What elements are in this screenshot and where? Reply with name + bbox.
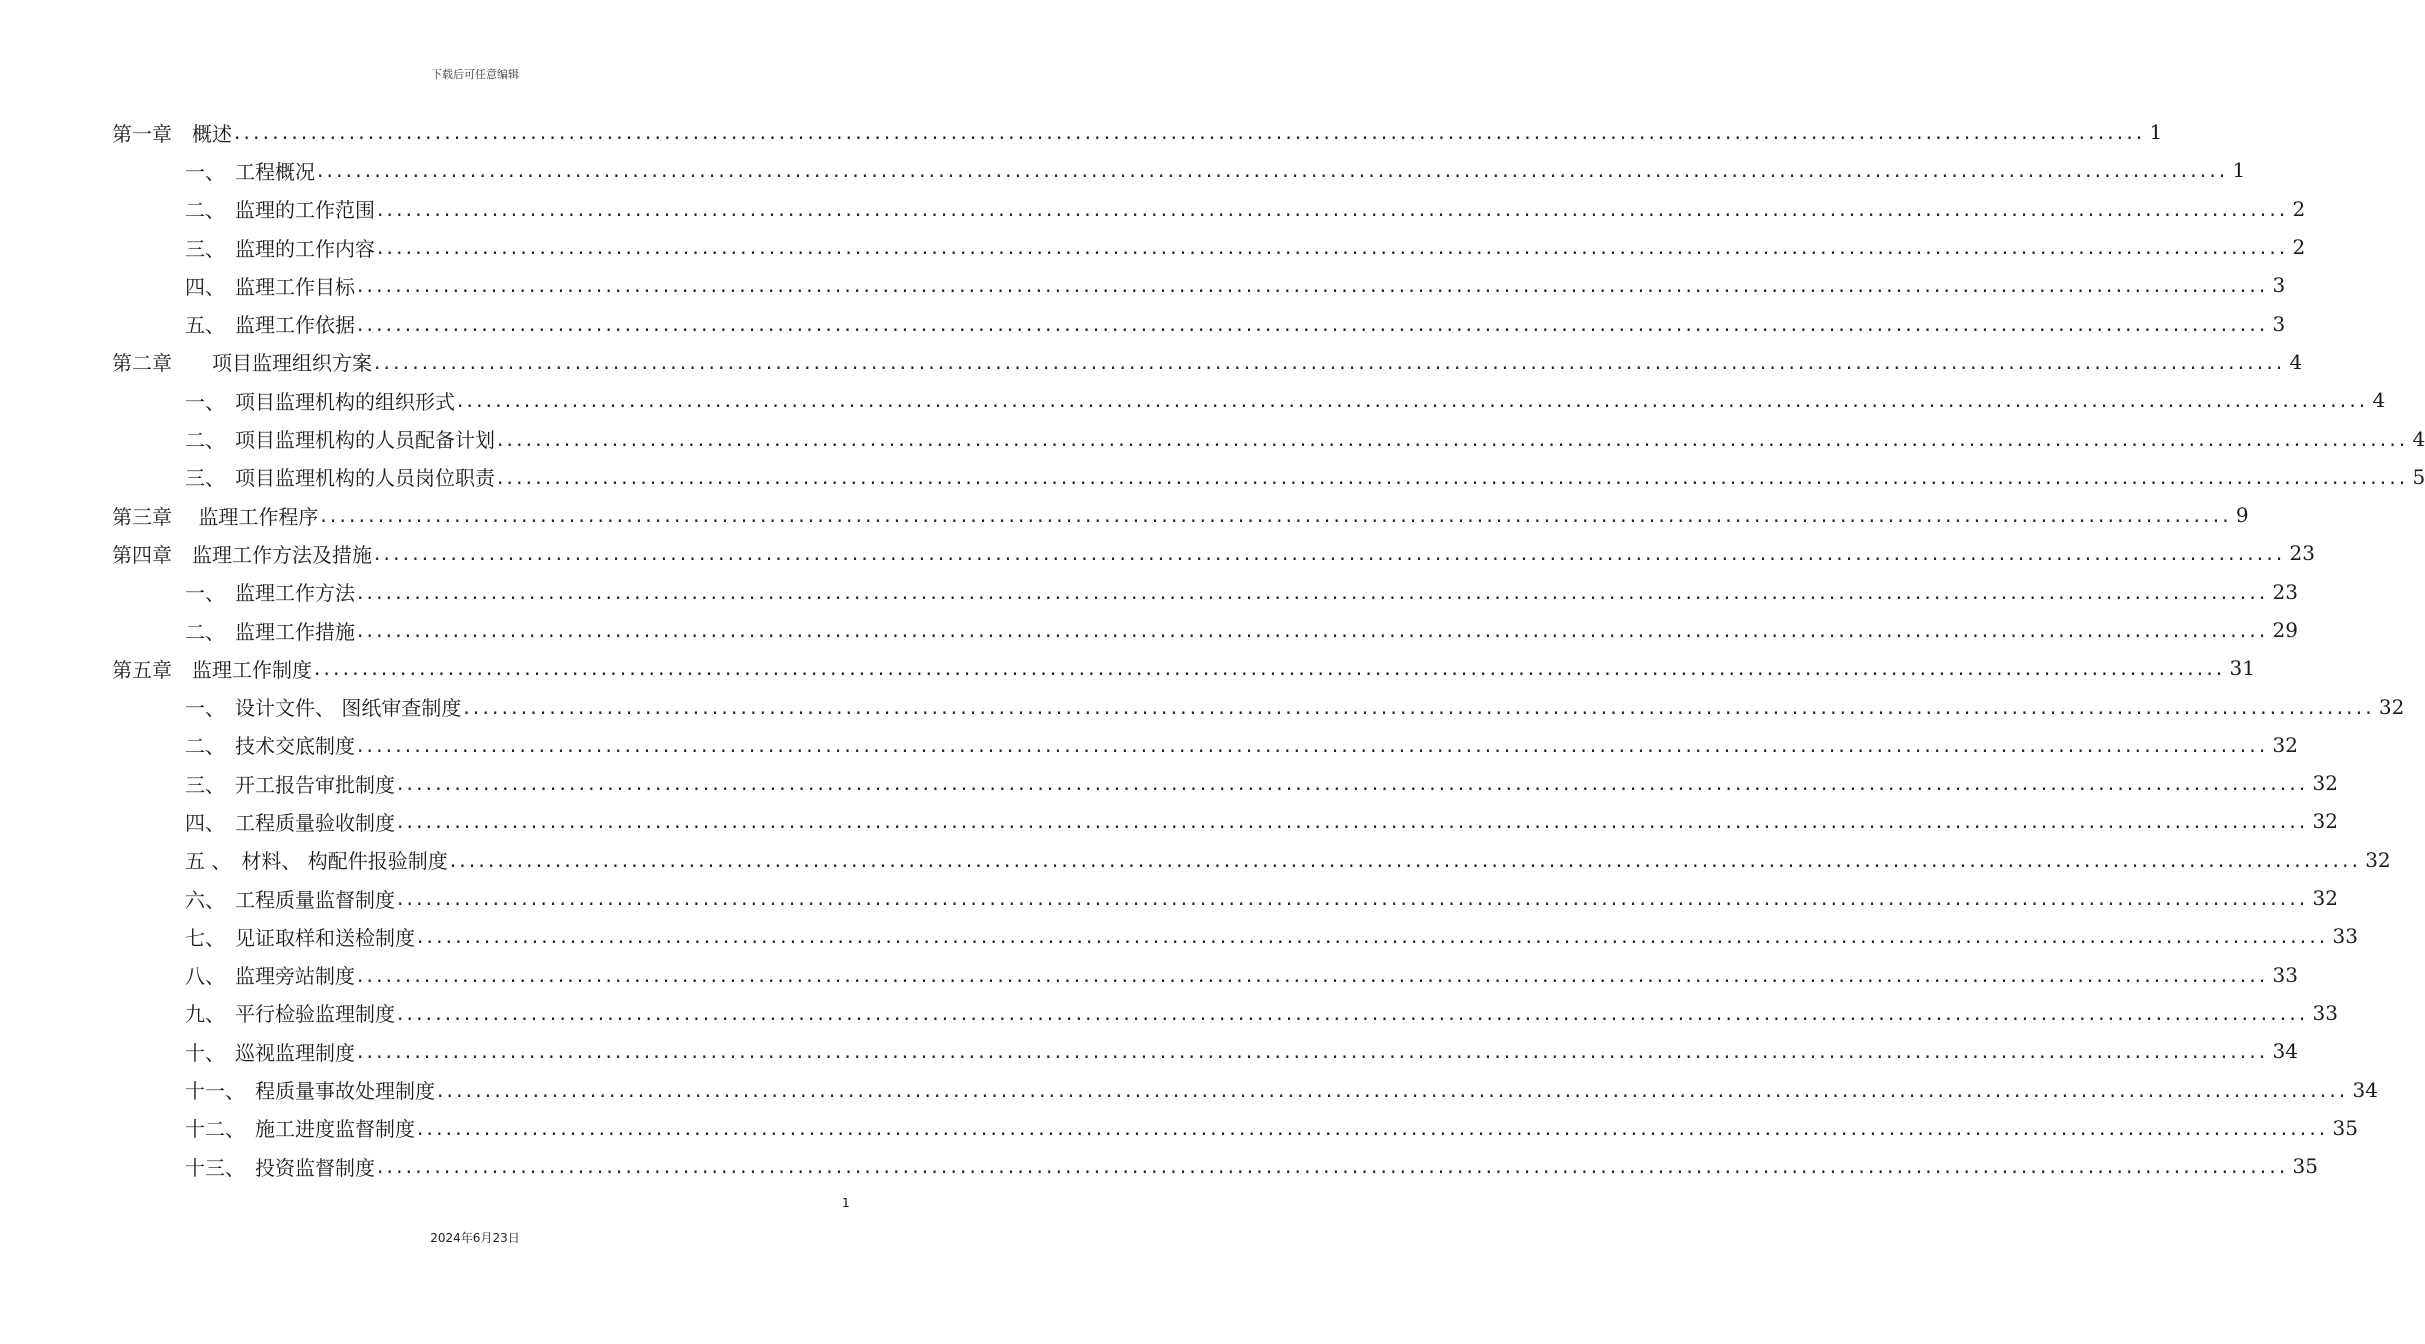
toc-entry-page: 2 — [2292, 196, 2306, 221]
toc-leader-dots: ........................................................................................................................................................................................................ — [314, 656, 2226, 681]
toc-entry-page: 3 — [2272, 273, 2286, 298]
toc-chapter-entry[interactable] — [112, 534, 2315, 572]
toc-entry-title: 二、 监理的工作范围 — [185, 198, 375, 223]
toc-entry-title: 四、 工程质量验收制度 — [185, 810, 395, 835]
toc-section-entry[interactable] — [112, 1032, 2298, 1070]
toc-section-entry[interactable] — [112, 956, 2298, 994]
toc-chapter-entry[interactable] — [112, 113, 2163, 151]
toc-leader-dots: ........................................................................................................................................................................................................ — [437, 1077, 2349, 1102]
toc-entry-page: 1 — [2232, 158, 2246, 183]
toc-entry-page: 4 — [2289, 349, 2303, 374]
toc-section-entry[interactable] — [112, 687, 2405, 725]
toc-leader-dots: ........................................................................................................................................................................................................ — [377, 235, 2289, 260]
toc-leader-dots: ........................................................................................................................................................................................................ — [377, 1154, 2289, 1179]
table-of-contents — [112, 113, 2425, 1185]
toc-section-entry[interactable] — [112, 879, 2338, 917]
toc-entry-title: 第四章 监理工作方法及措施 — [112, 542, 372, 567]
toc-entry-title: 一、 工程概况 — [185, 159, 315, 184]
toc-leader-dots: ........................................................................................................................................................................................................ — [449, 847, 2362, 872]
toc-leader-dots: ........................................................................................................................................................................................................ — [377, 196, 2289, 221]
toc-entry-title: 八、 监理旁站制度 — [185, 964, 355, 989]
toc-leader-dots: ........................................................................................................................................................................................................ — [357, 962, 2269, 987]
toc-leader-dots: ........................................................................................................................................................................................................ — [417, 924, 2329, 949]
toc-entry-page: 23 — [2272, 579, 2298, 604]
toc-entry-title: 十三、 投资监督制度 — [185, 1155, 375, 1180]
toc-entry-title: 第二章 项目监理组织方案 — [112, 351, 372, 376]
toc-leader-dots: ........................................................................................................................................................................................................ — [397, 1000, 2309, 1025]
toc-section-entry[interactable] — [112, 611, 2298, 649]
toc-entry-page: 31 — [2229, 656, 2255, 681]
toc-section-entry[interactable] — [112, 190, 2306, 228]
toc-entry-title: 三、 监理的工作内容 — [185, 236, 375, 261]
toc-entry-page: 35 — [2332, 1115, 2358, 1140]
toc-entry-title: 第一章 概述 — [112, 121, 232, 146]
toc-leader-dots: ........................................................................................................................................................................................................ — [497, 426, 2409, 451]
toc-leader-dots: ........................................................................................................................................................................................................ — [317, 158, 2229, 183]
toc-entry-title: 九、 平行检验监理制度 — [185, 1002, 395, 1027]
toc-leader-dots: ........................................................................................................................................................................................................ — [463, 694, 2375, 719]
toc-entry-title: 二、 项目监理机构的人员配备计划 — [185, 428, 495, 453]
toc-section-entry[interactable] — [112, 1109, 2358, 1147]
toc-entry-page: 32 — [2312, 886, 2338, 911]
toc-leader-dots: ........................................................................................................................................................................................................ — [374, 349, 2286, 374]
toc-leader-dots: ........................................................................................................................................................................................................ — [357, 579, 2269, 604]
toc-entry-page: 32 — [2365, 847, 2391, 872]
toc-section-entry[interactable] — [112, 458, 2425, 496]
toc-section-entry[interactable] — [112, 994, 2338, 1032]
toc-leader-dots: ........................................................................................................................................................................................................ — [357, 311, 2269, 336]
toc-section-entry[interactable] — [112, 764, 2338, 802]
toc-section-entry[interactable] — [112, 1147, 2318, 1185]
toc-entry-page: 4 — [2372, 388, 2386, 413]
toc-entry-title: 十、 巡视监理制度 — [185, 1040, 355, 1065]
toc-entry-page: 32 — [2378, 694, 2405, 719]
toc-chapter-entry[interactable] — [112, 496, 2249, 534]
toc-chapter-entry[interactable] — [112, 343, 2303, 381]
toc-leader-dots: ........................................................................................................................................................................................................ — [397, 771, 2309, 796]
toc-entry-title: 六、 工程质量监督制度 — [185, 887, 395, 912]
toc-entry-page: 4 — [2412, 426, 2425, 451]
toc-entry-title: 第五章 监理工作制度 — [112, 657, 312, 682]
toc-leader-dots: ........................................................................................................................................................................................................ — [357, 273, 2269, 298]
toc-entry-page: 33 — [2332, 924, 2358, 949]
toc-entry-page: 23 — [2289, 541, 2315, 566]
toc-entry-page: 33 — [2272, 962, 2298, 987]
toc-entry-title: 一、 项目监理机构的组织形式 — [185, 389, 455, 414]
toc-entry-page: 34 — [2352, 1077, 2378, 1102]
toc-leader-dots: ........................................................................................................................................................................................................ — [497, 464, 2409, 489]
page-number: 1 — [842, 1196, 850, 1210]
toc-section-entry[interactable] — [112, 228, 2306, 266]
toc-section-entry[interactable] — [112, 1070, 2378, 1108]
toc-section-entry[interactable] — [112, 841, 2391, 879]
toc-leader-dots: ........................................................................................................................................................................................................ — [397, 886, 2309, 911]
toc-leader-dots: ........................................................................................................................................................................................................ — [457, 388, 2369, 413]
toc-entry-title: 第三章 监理工作程序 — [112, 504, 319, 529]
toc-entry-page: 32 — [2312, 809, 2338, 834]
page-header: 下载后可任意编辑 — [431, 68, 519, 81]
toc-entry-title: 十二、 施工进度监督制度 — [185, 1117, 415, 1142]
toc-entry-page: 9 — [2235, 503, 2249, 528]
toc-leader-dots: ........................................................................................................................................................................................................ — [397, 809, 2309, 834]
toc-entry-title: 七、 见证取样和送检制度 — [185, 925, 415, 950]
toc-entry-page: 3 — [2272, 311, 2286, 336]
toc-section-entry[interactable] — [112, 802, 2338, 840]
toc-section-entry[interactable] — [112, 304, 2286, 342]
toc-entry-page: 33 — [2312, 1000, 2338, 1025]
toc-entry-title: 五 、 材料、 构配件报验制度 — [185, 849, 448, 874]
toc-leader-dots: ........................................................................................................................................................................................................ — [234, 120, 2146, 145]
toc-section-entry[interactable] — [112, 573, 2298, 611]
toc-entry-page: 35 — [2292, 1154, 2318, 1179]
toc-section-entry[interactable] — [112, 266, 2286, 304]
toc-entry-title: 五、 监理工作依据 — [185, 313, 355, 338]
toc-entry-page: 2 — [2292, 235, 2306, 260]
page-footer-date: 2024年6月23日 — [430, 1231, 520, 1245]
toc-entry-page: 32 — [2312, 771, 2338, 796]
toc-leader-dots: ........................................................................................................................................................................................................ — [357, 732, 2269, 757]
toc-entry-page: 1 — [2149, 120, 2163, 145]
toc-entry-title: 一、 监理工作方法 — [185, 581, 355, 606]
toc-entry-title: 三、 项目监理机构的人员岗位职责 — [185, 466, 495, 491]
toc-leader-dots: ........................................................................................................................................................................................................ — [357, 618, 2269, 642]
toc-leader-dots: ........................................................................................................................................................................................................ — [357, 1039, 2269, 1064]
toc-entry-page: 29 — [2272, 618, 2298, 642]
toc-chapter-entry[interactable] — [112, 649, 2255, 687]
toc-section-entry[interactable] — [112, 381, 2386, 419]
toc-entry-title: 三、 开工报告审批制度 — [185, 772, 395, 797]
toc-leader-dots: ........................................................................................................................................................................................................ — [374, 541, 2286, 566]
toc-leader-dots: ........................................................................................................................................................................................................ — [320, 503, 2232, 528]
toc-entry-page: 34 — [2272, 1039, 2298, 1064]
toc-entry-title: 二、 监理工作措施 — [185, 619, 355, 644]
toc-leader-dots: ........................................................................................................................................................................................................ — [417, 1115, 2329, 1140]
toc-entry-page: 5 — [2412, 464, 2425, 489]
toc-section-entry[interactable] — [112, 151, 2246, 189]
toc-entry-title: 十一、 程质量事故处理制度 — [185, 1079, 435, 1104]
toc-section-entry[interactable] — [112, 726, 2298, 764]
toc-entry-title: 一、 设计文件、 图纸审查制度 — [185, 696, 462, 721]
toc-entry-title: 四、 监理工作目标 — [185, 274, 355, 299]
toc-section-entry[interactable] — [112, 917, 2358, 955]
toc-section-entry[interactable] — [112, 419, 2425, 457]
toc-entry-title: 二、 技术交底制度 — [185, 734, 355, 759]
toc-entry-page: 32 — [2272, 732, 2298, 757]
